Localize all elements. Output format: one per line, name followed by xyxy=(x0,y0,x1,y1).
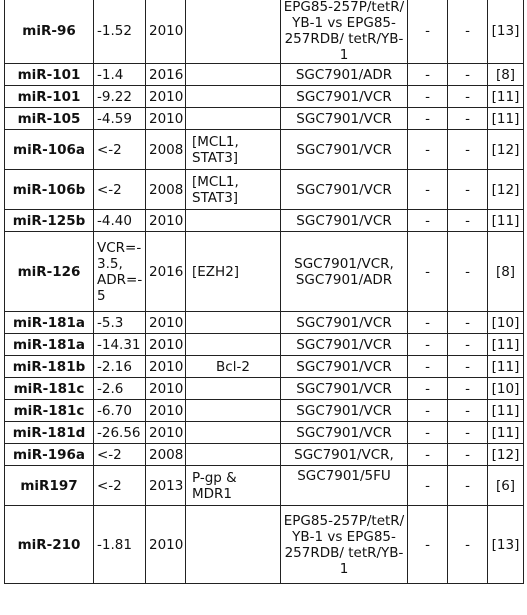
table-row xyxy=(5,378,524,400)
mirna-name: miR-105 xyxy=(5,108,94,130)
year: 2010 xyxy=(146,356,186,378)
cell-line: SGC7901/VCR xyxy=(281,312,408,334)
mirna-name: miR-181a xyxy=(5,334,94,356)
column-7: - xyxy=(448,378,488,400)
target xyxy=(186,86,281,108)
reference: [11] xyxy=(488,86,524,108)
cell-line: SGC7901/VCR xyxy=(281,86,408,108)
fold-change: <-2 xyxy=(94,130,146,170)
column-6: - xyxy=(408,130,448,170)
cell-line: SGC7901/VCR xyxy=(281,400,408,422)
column-6: - xyxy=(408,312,448,334)
table-row xyxy=(5,0,524,64)
year: 2010 xyxy=(146,422,186,444)
mirna-table-body xyxy=(5,0,524,584)
mirna-name: miR-96 xyxy=(5,0,94,64)
mirna-name: miR-181c xyxy=(5,378,94,400)
mirna-name: miR-181a xyxy=(5,312,94,334)
mirna-name: miR-181d xyxy=(5,422,94,444)
fold-change: <-2 xyxy=(94,170,146,210)
cell-line: EPG85-257P/tetR/ YB-1 vs EPG85-257RDB/ tetR/YB-1 xyxy=(281,0,408,64)
target xyxy=(186,444,281,466)
target xyxy=(186,210,281,232)
fold-change: -2.6 xyxy=(94,378,146,400)
column-7: - xyxy=(448,130,488,170)
fold-change: -4.40 xyxy=(94,210,146,232)
target xyxy=(186,506,281,584)
target xyxy=(186,334,281,356)
mirna-name: miR-210 xyxy=(5,506,94,584)
cell-line: SGC7901/VCR xyxy=(281,378,408,400)
fold-change: -9.22 xyxy=(94,86,146,108)
column-7: - xyxy=(448,86,488,108)
column-7: - xyxy=(448,506,488,584)
cell-line: SGC7901/VCR xyxy=(281,356,408,378)
cell-line: SGC7901/VCR xyxy=(281,422,408,444)
year: 2010 xyxy=(146,312,186,334)
column-7: - xyxy=(448,334,488,356)
target: [MCL1, STAT3] xyxy=(186,130,281,170)
fold-change: -26.56 xyxy=(94,422,146,444)
cell-line: SGC7901/VCR xyxy=(281,170,408,210)
fold-change: -1.52 xyxy=(94,0,146,64)
year: 2008 xyxy=(146,170,186,210)
reference: [13] xyxy=(488,506,524,584)
year: 2016 xyxy=(146,232,186,312)
table-row xyxy=(5,422,524,444)
mirna-name: miR-106a xyxy=(5,130,94,170)
cell-line: SGC7901/VCR, xyxy=(281,444,408,466)
column-6: - xyxy=(408,444,448,466)
cell-line: EPG85-257P/tetR/ YB-1 vs EPG85-257RDB/ tetR/YB-1 xyxy=(281,506,408,584)
column-6: - xyxy=(408,422,448,444)
column-6: - xyxy=(408,466,448,506)
column-7: - xyxy=(448,210,488,232)
year: 2016 xyxy=(146,64,186,86)
year: 2010 xyxy=(146,86,186,108)
year: 2008 xyxy=(146,444,186,466)
column-7: - xyxy=(448,0,488,64)
mirna-name: miR197 xyxy=(5,466,94,506)
table-row xyxy=(5,108,524,130)
target: P-gp & MDR1 xyxy=(186,466,281,506)
column-6: - xyxy=(408,400,448,422)
mirna-name: miR-125b xyxy=(5,210,94,232)
target xyxy=(186,400,281,422)
target xyxy=(186,422,281,444)
reference: [11] xyxy=(488,400,524,422)
table-row xyxy=(5,86,524,108)
reference: [12] xyxy=(488,444,524,466)
target xyxy=(186,108,281,130)
target xyxy=(186,312,281,334)
reference: [10] xyxy=(488,312,524,334)
column-7: - xyxy=(448,444,488,466)
column-6: - xyxy=(408,334,448,356)
table-row xyxy=(5,312,524,334)
year: 2008 xyxy=(146,130,186,170)
table-row xyxy=(5,356,524,378)
mirna-name: miR-101 xyxy=(5,64,94,86)
mirna-name: miR-101 xyxy=(5,86,94,108)
mirna-name: miR-196a xyxy=(5,444,94,466)
fold-change: -14.31 xyxy=(94,334,146,356)
table-row xyxy=(5,334,524,356)
column-6: - xyxy=(408,356,448,378)
column-6: - xyxy=(408,232,448,312)
column-6: - xyxy=(408,210,448,232)
fold-change: -4.59 xyxy=(94,108,146,130)
table-row xyxy=(5,130,524,170)
year: 2010 xyxy=(146,378,186,400)
year: 2013 xyxy=(146,466,186,506)
year: 2010 xyxy=(146,334,186,356)
table-row xyxy=(5,466,524,506)
table-row xyxy=(5,210,524,232)
mirna-name: miR-181b xyxy=(5,356,94,378)
fold-change: VCR=- 3.5, ADR=- 5 xyxy=(94,232,146,312)
mirna-name: miR-106b xyxy=(5,170,94,210)
fold-change: -6.70 xyxy=(94,400,146,422)
target: Bcl-2 xyxy=(186,356,281,378)
column-6: - xyxy=(408,170,448,210)
column-7: - xyxy=(448,400,488,422)
cell-line: SGC7901/ADR xyxy=(281,64,408,86)
fold-change: -5.3 xyxy=(94,312,146,334)
reference: [10] xyxy=(488,378,524,400)
cell-line: SGC7901/VCR xyxy=(281,130,408,170)
fold-change: <-2 xyxy=(94,444,146,466)
reference: [12] xyxy=(488,170,524,210)
column-6: - xyxy=(408,86,448,108)
column-7: - xyxy=(448,108,488,130)
reference: [11] xyxy=(488,334,524,356)
fold-change: <-2 xyxy=(94,466,146,506)
table-row xyxy=(5,232,524,312)
column-6: - xyxy=(408,0,448,64)
column-6: - xyxy=(408,108,448,130)
column-7: - xyxy=(448,356,488,378)
target xyxy=(186,0,281,64)
column-7: - xyxy=(448,232,488,312)
table-row xyxy=(5,64,524,86)
reference: [11] xyxy=(488,108,524,130)
column-6: - xyxy=(408,506,448,584)
reference: [11] xyxy=(488,210,524,232)
column-7: - xyxy=(448,170,488,210)
target xyxy=(186,378,281,400)
reference: [6] xyxy=(488,466,524,506)
table-row xyxy=(5,444,524,466)
mirna-name: miR-181c xyxy=(5,400,94,422)
year: 2010 xyxy=(146,506,186,584)
table-row xyxy=(5,400,524,422)
cell-line: SGC7901/VCR xyxy=(281,108,408,130)
table-row xyxy=(5,506,524,584)
column-7: - xyxy=(448,466,488,506)
year: 2010 xyxy=(146,0,186,64)
cell-line: SGC7901/VCR xyxy=(281,334,408,356)
cell-line: SGC7901/VCR, SGC7901/ADR xyxy=(281,232,408,312)
column-7: - xyxy=(448,422,488,444)
reference: [11] xyxy=(488,356,524,378)
cell-line: SGC7901/VCR xyxy=(281,210,408,232)
reference: [13] xyxy=(488,0,524,64)
target xyxy=(186,64,281,86)
cell-line: SGC7901/5FU xyxy=(281,466,408,506)
mirna-name: miR-126 xyxy=(5,232,94,312)
table-row xyxy=(5,170,524,210)
reference: [12] xyxy=(488,130,524,170)
target: [MCL1, STAT3] xyxy=(186,170,281,210)
reference: [11] xyxy=(488,422,524,444)
year: 2010 xyxy=(146,400,186,422)
reference: [8] xyxy=(488,64,524,86)
mirna-table xyxy=(4,0,524,584)
column-6: - xyxy=(408,378,448,400)
year: 2010 xyxy=(146,210,186,232)
year: 2010 xyxy=(146,108,186,130)
target: [EZH2] xyxy=(186,232,281,312)
fold-change: -2.16 xyxy=(94,356,146,378)
reference: [8] xyxy=(488,232,524,312)
column-6: - xyxy=(408,64,448,86)
fold-change: -1.4 xyxy=(94,64,146,86)
column-7: - xyxy=(448,64,488,86)
column-7: - xyxy=(448,312,488,334)
fold-change: -1.81 xyxy=(94,506,146,584)
